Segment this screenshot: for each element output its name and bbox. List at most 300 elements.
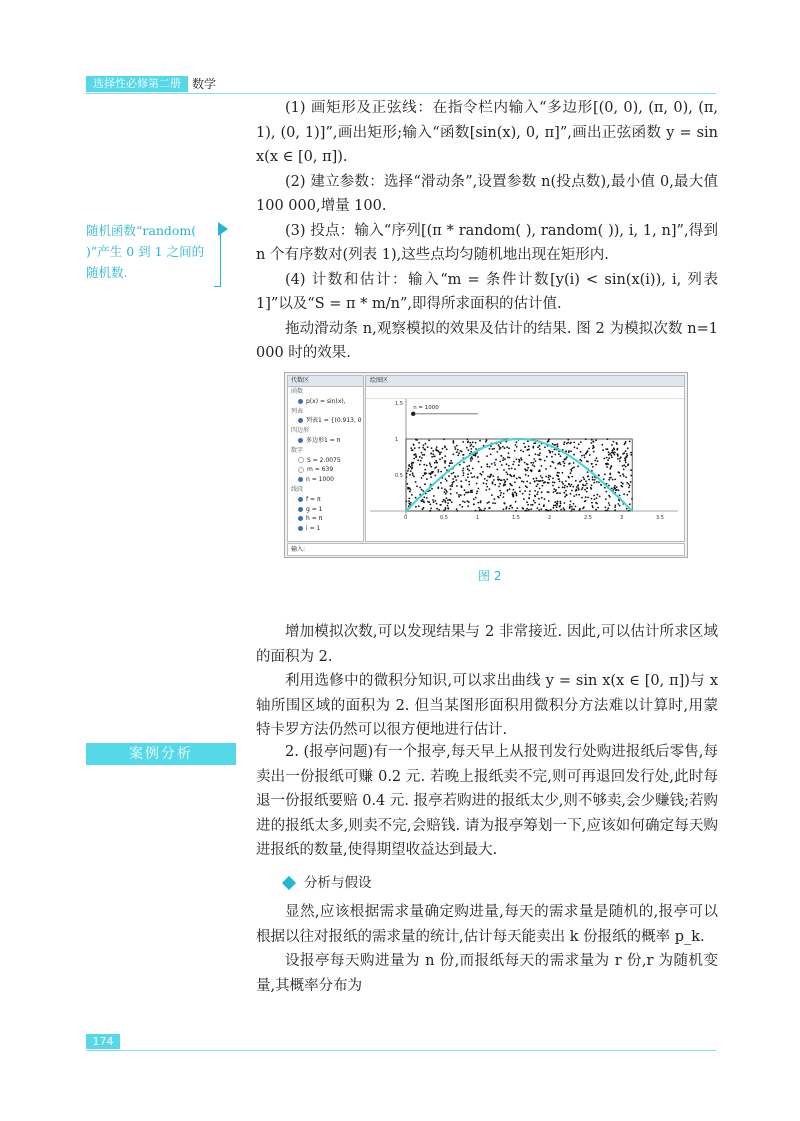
sample-point (591, 442, 593, 444)
sample-point (619, 460, 621, 462)
sample-point (465, 492, 467, 494)
algebra-row-text: 函数 (291, 388, 304, 395)
sample-point (498, 444, 500, 446)
sample-point (563, 509, 565, 511)
sample-point (627, 447, 629, 449)
sample-point (626, 453, 628, 455)
sample-point (582, 487, 584, 489)
algebra-object[interactable] (288, 495, 363, 505)
sample-point (461, 451, 463, 453)
sample-point (544, 460, 546, 462)
algebra-object[interactable] (288, 514, 363, 524)
sample-point (534, 490, 536, 492)
sample-point (445, 460, 447, 462)
sample-point (476, 493, 478, 495)
sample-point (411, 494, 413, 496)
sample-point (471, 444, 473, 446)
sample-point (548, 475, 550, 477)
sample-point (606, 466, 608, 468)
algebra-object[interactable] (288, 416, 363, 426)
sample-point (585, 485, 587, 487)
graphics-view (365, 375, 685, 542)
sample-point (564, 459, 566, 461)
conclusion-para-2: 利用选修中的微积分知识,可以求出曲线 y = sin x(x ∈ [0, π])与 x 轴所围区域的面积为 2. 但当某图形面积用微积分方法难以计算时,用蒙特卡罗方法仍然可以很方便地进行估计. (256, 673, 718, 738)
sample-point (551, 456, 553, 458)
sample-point (453, 440, 455, 442)
sample-point (555, 444, 557, 446)
sample-point (514, 491, 516, 493)
sample-point (491, 494, 493, 496)
sample-point (575, 480, 577, 482)
sample-point (472, 458, 474, 460)
sample-point (447, 502, 449, 504)
sample-point (411, 465, 413, 467)
sample-point (428, 440, 430, 442)
sample-point (459, 464, 461, 466)
sample-point (462, 501, 464, 503)
sample-point (586, 491, 588, 493)
sample-point (484, 508, 486, 510)
sample-point (515, 444, 517, 446)
sample-point (422, 508, 424, 510)
sample-point (536, 493, 538, 495)
algebra-object[interactable] (288, 397, 363, 407)
sample-point (608, 451, 610, 453)
sample-point (584, 457, 586, 459)
algebra-row-text: 四边形 (291, 427, 310, 435)
sample-point (418, 442, 420, 444)
sample-point (493, 448, 495, 450)
sample-point (489, 475, 491, 477)
sample-point (514, 450, 516, 452)
sample-point (513, 496, 515, 498)
sample-point (574, 446, 576, 448)
analysis-para-1: 显然,应该根据需求量确定购进量,每天的需求量是随机的,报亭可以根据以往对报纸的需求量的统计,估计每天能卖出 k 份报纸的概率 p_k. (256, 904, 718, 945)
sample-point (532, 462, 534, 464)
sample-point (553, 488, 555, 490)
sample-point (627, 464, 629, 466)
sample-point (535, 442, 537, 444)
sample-point (617, 458, 619, 460)
sample-point (624, 444, 626, 446)
sample-point (440, 482, 442, 484)
sample-point (539, 454, 541, 456)
algebra-category (288, 407, 363, 417)
x-tick-label: 1.5 (512, 515, 520, 521)
sample-point (578, 487, 580, 489)
algebra-list (288, 387, 363, 534)
visibility-dot-icon[interactable] (298, 526, 303, 531)
sample-point (614, 506, 616, 508)
step-3: (3) 投点：输入“序列[(π * random( ), random( )), i, 1, n]”,得到 n 个有序数对(列表 1),这些点均匀随机地出现在矩形内. (256, 222, 718, 263)
algebra-object[interactable] (288, 505, 363, 515)
header-rule (86, 93, 716, 94)
sample-point (544, 481, 546, 483)
sample-point (619, 458, 621, 460)
sample-point (430, 504, 432, 506)
algebra-object[interactable] (288, 436, 363, 446)
sample-point (538, 509, 540, 511)
sample-point (446, 448, 448, 450)
visibility-dot-icon[interactable] (298, 467, 304, 473)
sample-point (586, 487, 588, 489)
sample-point (576, 447, 578, 449)
monte-carlo-plot (366, 399, 682, 541)
sample-point (629, 503, 631, 505)
sample-point (583, 485, 585, 487)
sample-point (408, 465, 410, 467)
sample-point (408, 500, 410, 502)
sample-point (623, 493, 625, 495)
slider-knob (411, 412, 415, 416)
sample-point (477, 477, 479, 479)
sample-point (470, 472, 472, 474)
sample-point (447, 508, 449, 510)
sample-point (576, 494, 578, 496)
sample-point (450, 460, 452, 462)
sample-point (409, 491, 411, 493)
sample-point (536, 480, 538, 482)
sample-point (531, 471, 533, 473)
sample-point (408, 498, 410, 500)
sample-point (410, 447, 412, 449)
sample-point (537, 446, 539, 448)
sample-point (490, 474, 492, 476)
sample-point (456, 445, 458, 447)
sample-point (422, 447, 424, 449)
sample-point (603, 458, 605, 460)
algebra-object[interactable] (288, 524, 363, 534)
sample-point (476, 490, 478, 492)
sample-point (453, 442, 455, 444)
sample-point (431, 488, 433, 490)
sample-point (458, 452, 460, 454)
sample-point (591, 463, 593, 465)
sample-point (444, 488, 446, 490)
sample-point (623, 464, 625, 466)
sample-point (570, 469, 572, 471)
sample-point (507, 490, 509, 492)
sample-point (478, 488, 480, 490)
sample-point (421, 457, 423, 459)
algebra-category (288, 387, 363, 397)
sample-point (503, 469, 505, 471)
sample-point (545, 468, 547, 470)
slider-label: n = 1000 (413, 404, 439, 411)
sample-point (608, 479, 610, 481)
sample-point (434, 467, 436, 469)
sample-point (631, 498, 633, 500)
sample-point (475, 442, 477, 444)
sample-point (584, 489, 586, 491)
algebra-object[interactable] (288, 456, 363, 466)
visibility-dot-icon[interactable] (298, 438, 303, 443)
sample-point (451, 484, 453, 486)
sample-point (614, 488, 616, 490)
graphics-toolbar (366, 387, 684, 399)
sample-point (465, 479, 467, 481)
sample-point (430, 508, 432, 510)
algebra-object[interactable] (288, 465, 363, 475)
sample-point (569, 443, 571, 445)
sample-point (525, 474, 527, 476)
sample-point (537, 491, 539, 493)
sample-point (528, 509, 530, 511)
sample-point (626, 482, 628, 484)
sample-point (486, 483, 488, 485)
sample-point (513, 489, 515, 491)
sample-point (597, 507, 599, 509)
sample-point (585, 480, 587, 482)
sample-point (542, 485, 544, 487)
sample-point (524, 490, 526, 492)
sample-point (625, 476, 627, 478)
sample-point (489, 466, 491, 468)
sample-point (586, 483, 588, 485)
sample-point (480, 500, 482, 502)
sample-point (573, 466, 575, 468)
sample-point (530, 508, 532, 510)
sample-point (417, 459, 419, 461)
sample-point (501, 455, 503, 457)
sample-point (595, 439, 597, 441)
sample-point (605, 510, 607, 512)
sample-point (616, 449, 618, 451)
sample-point (549, 476, 551, 478)
newsstand-problem (256, 740, 718, 863)
algebra-row-text: f = π (306, 495, 321, 503)
sample-point (509, 488, 511, 490)
sample-point (462, 475, 464, 477)
sample-point (486, 439, 488, 441)
analysis-para-2: 设报亭每天购进量为 n 份,而报纸每天的需求量为 r 份,r 为随机变量,其概率分布为 (256, 953, 718, 994)
sample-point (527, 441, 529, 443)
sample-point (487, 502, 489, 504)
x-tick-label: 3 (620, 515, 624, 521)
sample-point (560, 509, 562, 511)
sample-point (447, 505, 449, 507)
sample-point (429, 510, 431, 512)
sample-point (630, 469, 632, 471)
sample-point (501, 479, 503, 481)
sample-point (419, 456, 421, 458)
sample-point (445, 493, 447, 495)
sample-point (429, 464, 431, 466)
visibility-dot-icon[interactable] (298, 477, 303, 482)
sample-point (579, 481, 581, 483)
sample-point (622, 473, 624, 475)
sample-point (412, 472, 414, 474)
sample-point (425, 443, 427, 445)
sample-point (410, 470, 412, 472)
sample-point (452, 453, 454, 455)
sample-point (525, 485, 527, 487)
sample-point (594, 460, 596, 462)
sample-point (483, 510, 485, 512)
sample-point (487, 476, 489, 478)
sample-point (588, 479, 590, 481)
sample-point (475, 510, 477, 512)
sample-point (502, 459, 504, 461)
sample-point (424, 483, 426, 485)
sample-point (557, 443, 559, 445)
sample-point (537, 483, 539, 485)
sample-point (503, 493, 505, 495)
sample-point (499, 461, 501, 463)
sample-point (471, 476, 473, 478)
sample-point (527, 504, 529, 506)
visibility-dot-icon[interactable] (298, 497, 303, 502)
sample-point (578, 489, 580, 491)
sample-point (440, 452, 442, 454)
sample-point (430, 466, 432, 468)
sample-point (548, 510, 550, 512)
algebra-object[interactable] (288, 475, 363, 485)
sample-point (612, 451, 614, 453)
sample-point (411, 462, 413, 464)
sample-point (585, 496, 587, 498)
algebra-view (287, 375, 364, 542)
sample-point (604, 487, 606, 489)
sample-point (446, 480, 448, 482)
sample-point (527, 449, 529, 451)
sample-point (473, 498, 475, 500)
sample-point (528, 475, 530, 477)
visibility-dot-icon[interactable] (298, 516, 303, 521)
sample-point (519, 477, 521, 479)
sample-point (437, 486, 439, 488)
sample-point (481, 510, 483, 512)
sample-point (605, 491, 607, 493)
sample-point (450, 488, 452, 490)
sample-point (571, 508, 573, 510)
sample-point (474, 455, 476, 457)
sample-point (592, 507, 594, 509)
sample-point (435, 448, 437, 450)
visibility-dot-icon[interactable] (298, 418, 303, 423)
sample-point (415, 456, 417, 458)
sample-point (522, 451, 524, 453)
sample-point (492, 475, 494, 477)
sample-point (529, 494, 531, 496)
sample-point (406, 501, 408, 503)
sample-point (580, 441, 582, 443)
sample-point (629, 485, 631, 487)
sample-point (619, 495, 621, 497)
visibility-dot-icon[interactable] (298, 457, 304, 463)
sample-point (536, 485, 538, 487)
sample-point (545, 509, 547, 511)
sample-point (468, 465, 470, 467)
sample-point (515, 510, 517, 512)
sample-point (458, 494, 460, 496)
sample-point (629, 441, 631, 443)
sample-point (450, 485, 452, 487)
analysis-heading (284, 874, 372, 892)
sample-point (553, 462, 555, 464)
sample-point (460, 480, 462, 482)
sample-point (433, 495, 435, 497)
sample-point (513, 475, 515, 477)
sample-point (457, 475, 459, 477)
sample-point (569, 507, 571, 509)
sample-point (516, 478, 518, 480)
geogebra-screenshot (284, 372, 688, 558)
sample-point (506, 463, 508, 465)
sample-point (504, 503, 506, 505)
sample-point (566, 456, 568, 458)
visibility-dot-icon[interactable] (298, 399, 303, 404)
sample-point (614, 452, 616, 454)
sample-point (609, 477, 611, 479)
sample-point (594, 479, 596, 481)
sample-point (516, 493, 518, 495)
sample-point (563, 507, 565, 509)
sample-point (532, 446, 534, 448)
sample-point (462, 441, 464, 443)
sample-point (470, 460, 472, 462)
sample-point (581, 497, 583, 499)
sample-point (461, 485, 463, 487)
sample-point (432, 471, 434, 473)
sample-point (506, 446, 508, 448)
sample-point (595, 502, 597, 504)
sample-point (422, 454, 424, 456)
sample-point (564, 496, 566, 498)
sample-point (573, 508, 575, 510)
sample-point (591, 502, 593, 504)
sample-point (413, 476, 415, 478)
sample-point (442, 501, 444, 503)
sample-point (618, 471, 620, 473)
sample-point (592, 479, 594, 481)
visibility-dot-icon[interactable] (298, 507, 303, 512)
sample-point (460, 494, 462, 496)
sample-point (487, 466, 489, 468)
sample-point (561, 481, 563, 483)
sample-point (511, 468, 513, 470)
sample-point (498, 478, 500, 480)
sample-point (441, 457, 443, 459)
sample-point (528, 446, 530, 448)
sample-point (614, 454, 616, 456)
sample-point (436, 508, 438, 510)
sample-point (527, 467, 529, 469)
sample-point (475, 497, 477, 499)
algebra-row-text: n = 1000 (306, 476, 334, 484)
sample-point (504, 482, 506, 484)
sample-point (472, 441, 474, 443)
x-tick-label: 0 (404, 515, 408, 521)
sample-point (607, 448, 609, 450)
sample-point (456, 485, 458, 487)
sample-point (608, 485, 610, 487)
sample-point (593, 451, 595, 453)
sample-point (625, 456, 627, 458)
sample-point (514, 468, 516, 470)
sample-point (611, 465, 613, 467)
sample-point (468, 484, 470, 486)
sample-point (481, 466, 483, 468)
sample-point (418, 447, 420, 449)
sample-point (592, 445, 594, 447)
input-bar[interactable] (287, 543, 685, 556)
sample-point (535, 460, 537, 462)
sample-point (423, 448, 425, 450)
sample-point (471, 490, 473, 492)
step-observe: 拖动滑动条 n,观察模拟的效果及估计的结果. 图 2 为模拟次数 n=1 000 时的效果. (256, 320, 718, 361)
sample-point (486, 463, 488, 465)
